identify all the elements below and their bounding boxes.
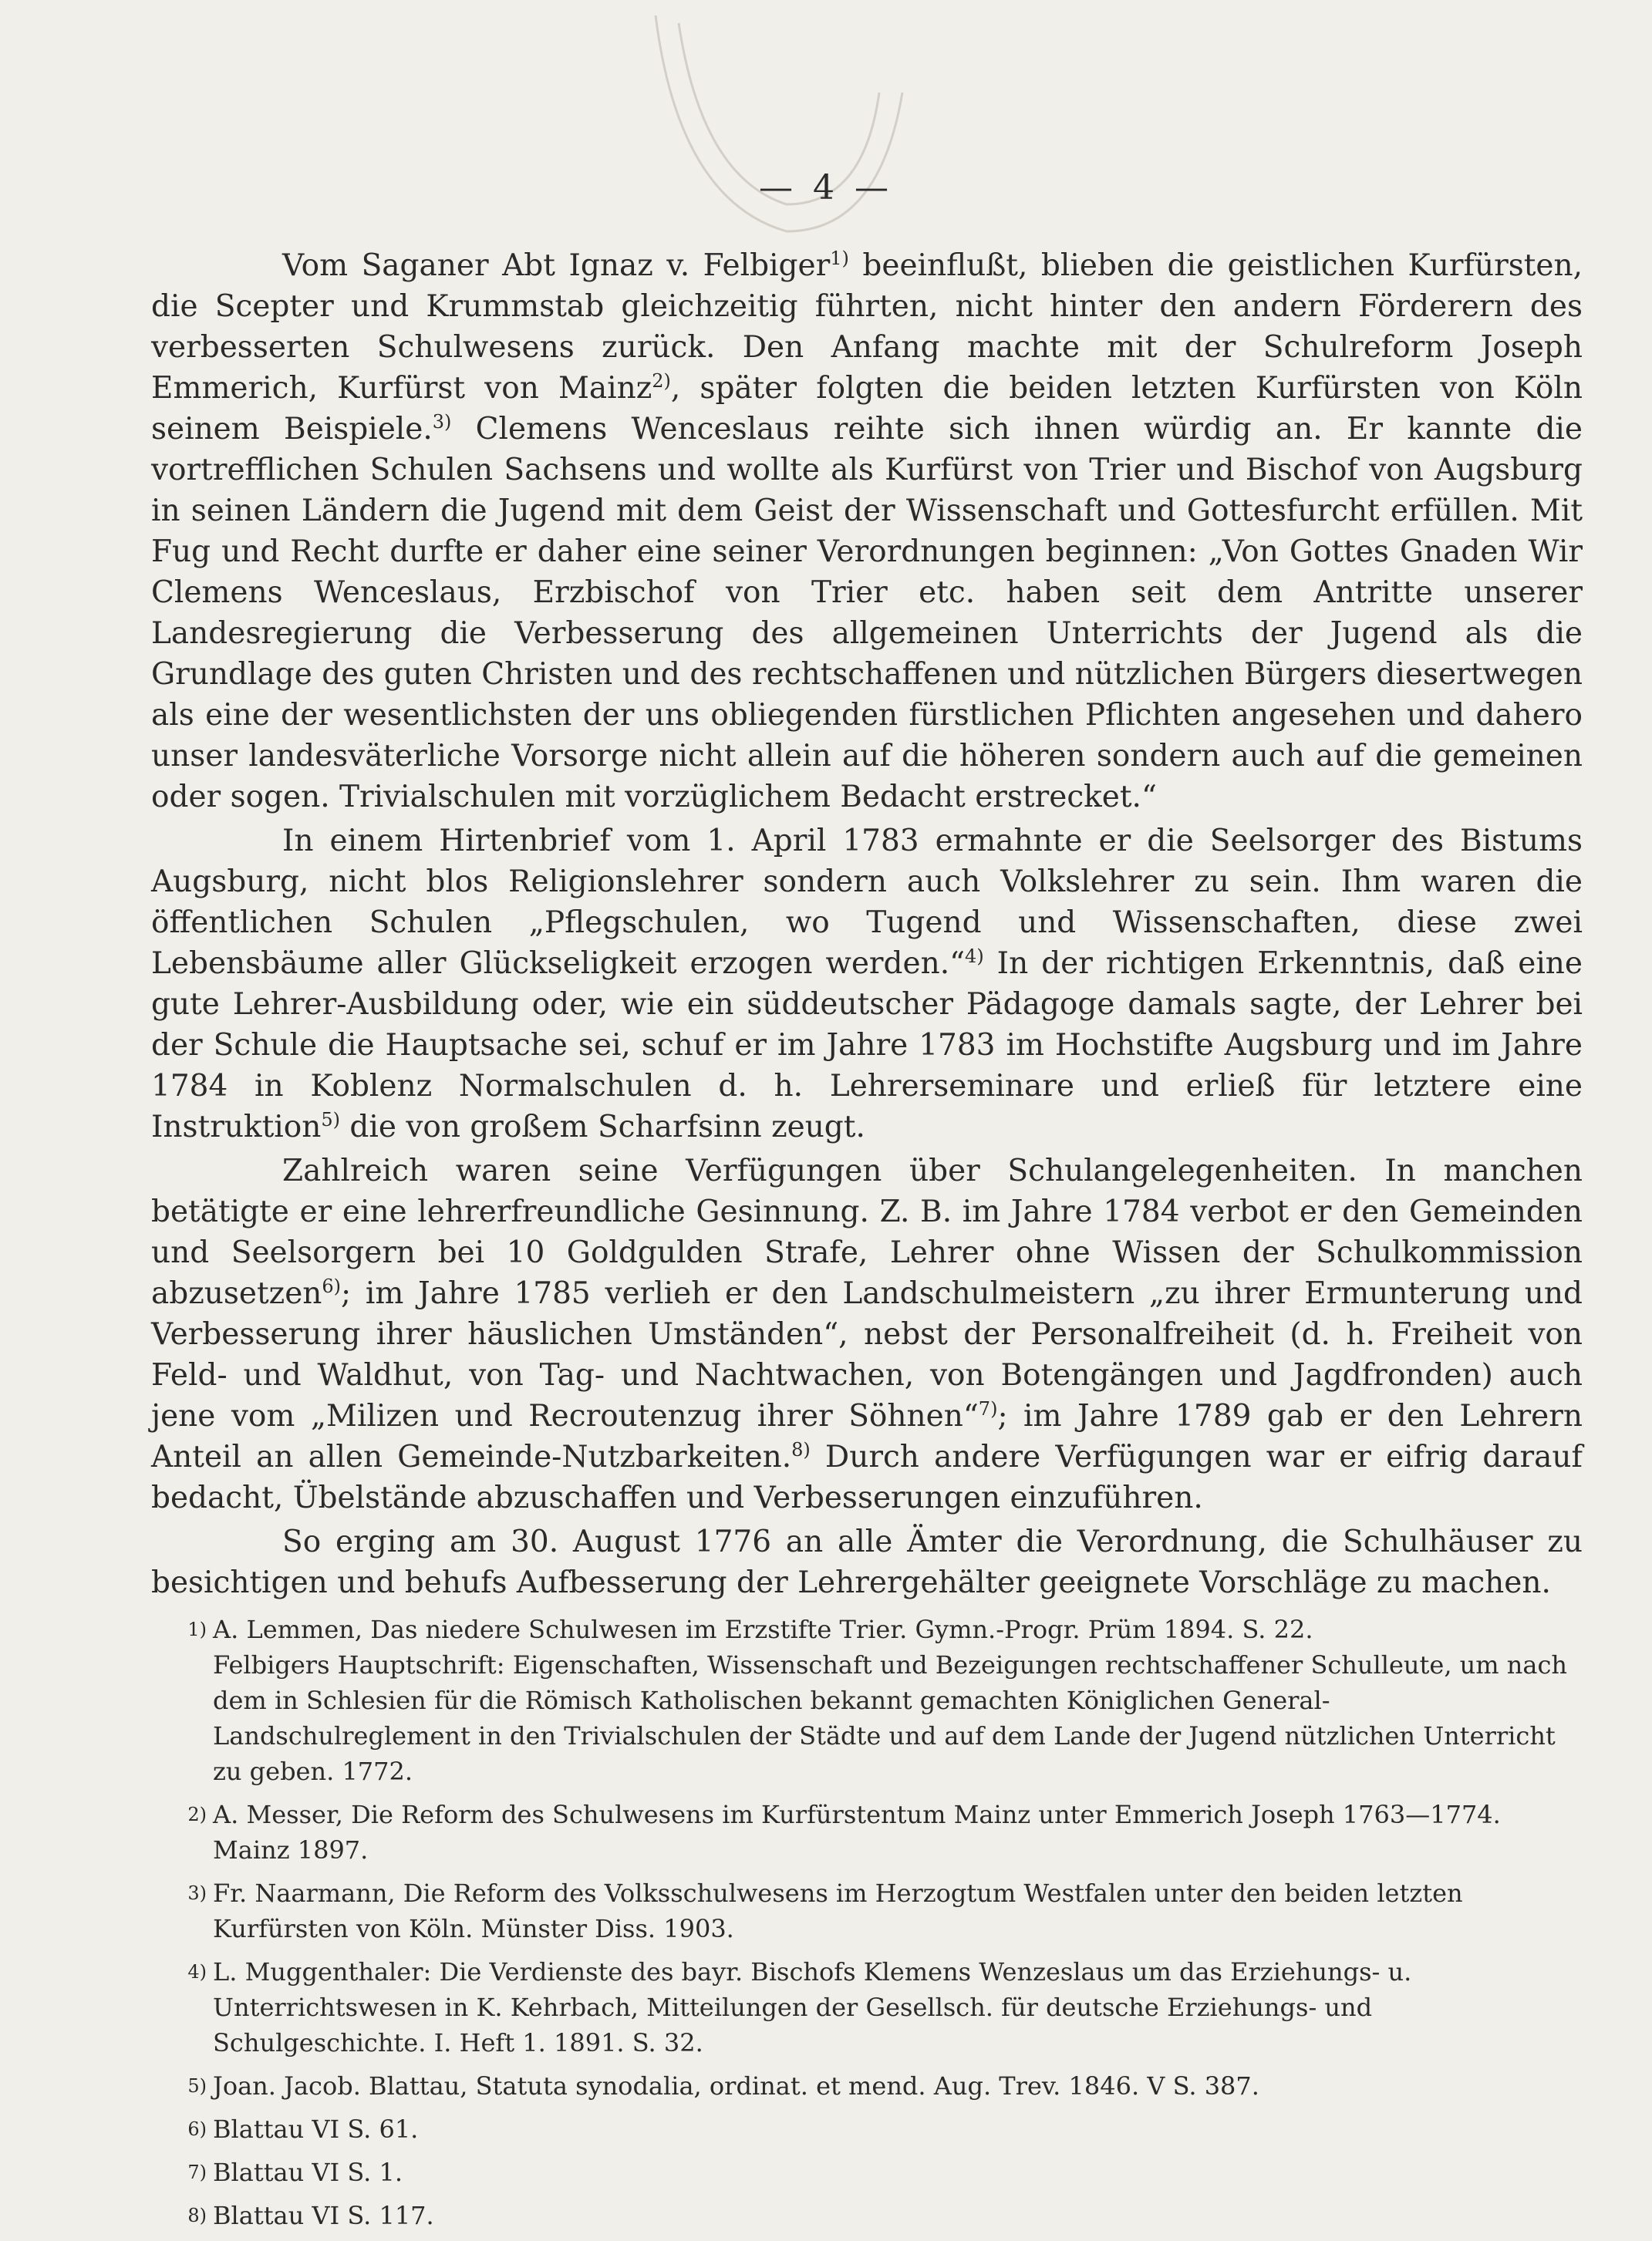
footnote-line: A. Lemmen, Das niedere Schulwesen im Erzstifte Trier. Gymn.-Progr. Prüm 1894. S. 22. bbox=[213, 1615, 1313, 1644]
footnote-text bbox=[213, 2111, 1583, 2147]
footnote bbox=[151, 2155, 1583, 2190]
text-run: beeinflußt, blieben die geistlichen Kurfürsten, die Scepter und Krummstab gleichzeitig führten, nicht hinter den andern Förderern des verbesserten Schulwesens zurück. Den Anfang machte mit der Schulreform Joseph Emmerich, Kurfürst von Mainz bbox=[151, 248, 1583, 406]
footnote-number: 2) bbox=[187, 1804, 207, 1825]
footnote-line: Blattau VI S. 61. bbox=[213, 2115, 419, 2144]
footnote-line: Blattau VI S. 1. bbox=[213, 2158, 403, 2187]
footnote bbox=[151, 2111, 1583, 2147]
footnote bbox=[151, 1797, 1583, 1868]
footnote-line: L. Muggenthaler: Die Verdienste des bayr. Bischofs Klemens Wenzeslaus um das Erziehungs- u. Unterrichtswesen in K. Kehrbach, Mitteilungen der Gesellsch. für deutsche Erziehungs- und Schulgeschichte. I. Heft 1. 1891. S. 32. bbox=[213, 1957, 1412, 2057]
text-run: Zahlreich waren seine Verfügungen über Schulangelegenheiten. In manchen betätigte er eine lehrerfreundliche Gesinnung. Z. B. im Jahre 1784 verbot er den Gemeinden und Seelsorgern bei 10 Goldgulden Strafe, Lehrer ohne Wissen der Schulkommission abzusetzen bbox=[151, 1154, 1583, 1311]
footnote-text bbox=[213, 2155, 1583, 2190]
text-run: ; im Jahre 1785 verlieh er den Landschulmeistern „zu ihrer Ermunterung und Verbesserung ihrer häuslichen Umständen“, nebst der Personalfreiheit (d. h. Freiheit von Feld- und Waldhut, von Tag- und Nachtwachen, von Botengängen und Jagdfronden) auch jene vom „Milizen und Recroutenzug ihrer Söhnen“ bbox=[151, 1276, 1583, 1434]
paragraph bbox=[151, 1151, 1583, 1518]
footnote-ref: 5) bbox=[321, 1109, 340, 1131]
text-run: In der richtigen Erkenntnis, daß eine gute Lehrer-Ausbildung oder, wie ein süddeutscher Pädagoge damals sagte, der Lehrer bei der Schule die Hauptsache sei, schuf er im Jahre 1783 im Hochstifte Augsburg und im Jahre 1784 in Koblenz Normalschulen d. h. Lehrerseminare und erließ für letztere eine Instruktion bbox=[151, 946, 1583, 1144]
footnote-line: Blattau VI S. 117. bbox=[213, 2201, 434, 2230]
footnote-number: 8) bbox=[187, 2205, 207, 2226]
footnote-number: 5) bbox=[187, 2075, 207, 2097]
library-stamp bbox=[632, 0, 910, 254]
paragraph bbox=[151, 821, 1583, 1147]
footnote bbox=[151, 2198, 1583, 2233]
footnote-text bbox=[213, 2198, 1583, 2233]
footnote-text bbox=[213, 1954, 1583, 2061]
footnote bbox=[151, 2068, 1583, 2104]
footnote-ref: 1) bbox=[830, 248, 849, 269]
footnote-ref: 4) bbox=[965, 945, 984, 967]
text-run: die von großem Scharfsinn zeugt. bbox=[340, 1110, 865, 1144]
main-text bbox=[151, 245, 1583, 1603]
footnote-ref: 3) bbox=[432, 411, 452, 433]
text-run: Durch andere Verfügungen war er eifrig darauf bedacht, Übelstände abzuschaffen und Verbesserungen einzuführen. bbox=[151, 1440, 1583, 1515]
footnote-line: Joan. Jacob. Blattau, Statuta synodalia, ordinat. et mend. Aug. Trev. 1846. V S. 387. bbox=[213, 2071, 1259, 2101]
footnote-line: Felbigers Hauptschrift: Eigenschaften, Wissenschaft und Bezeigungen rechtschaffener Schulleute, um nach dem in Schlesien für die Römisch Katholischen bekannt gemachten Königlichen General-Landschulreglement in den Trivialschulen der Städte und auf dem Lande der Jugend nützlichen Unterricht zu geben. 1772. bbox=[213, 1650, 1568, 1786]
footnote-number: 4) bbox=[187, 1961, 207, 1983]
page-number: — 4 — bbox=[759, 168, 893, 207]
footnote bbox=[151, 1954, 1583, 2061]
footnote-number: 1) bbox=[187, 1619, 207, 1640]
text-run: Clemens Wenceslaus reihte sich ihnen würdig an. Er kannte die vortrefflichen Schulen Sachsens und wollte als Kurfürst von Trier und Bischof von Augsburg in seinen Ländern die Jugend mit dem Geist der Wissenschaft und Gottesfurcht erfüllen. Mit Fug und Recht durfte er daher eine seiner Verordnungen beginnen: „Von Gottes Gnaden Wir Clemens Wenceslaus, Erzbischof von Trier etc. haben seit dem Antritte unserer Landesregierung die Verbesserung des allgemeinen Unterrichts der Jugend als die Grundlage des guten Christen und des rechtschaffenen und nützlichen Bürgers diesertwegen als eine der wesentlichsten der uns obliegenden fürstlichen Pflichten angesehen und dahero unser landesväterliche Vorsorge nicht allein auf die höheren sondern auch auf die gemeinen oder sogen. Trivialschulen mit vorzüglichem Bedacht erstrecket.“ bbox=[151, 412, 1583, 814]
footnote-ref: 2) bbox=[652, 370, 671, 392]
footnote-ref: 8) bbox=[791, 1439, 811, 1461]
footnote-number: 7) bbox=[187, 2162, 207, 2183]
footnote bbox=[151, 1875, 1583, 1946]
footnote-ref: 6) bbox=[322, 1276, 342, 1297]
footnote-text bbox=[213, 1875, 1583, 1946]
footnote-text bbox=[213, 1797, 1583, 1868]
footnote-text bbox=[213, 2068, 1583, 2104]
text-run: In einem Hirtenbrief vom 1. April 1783 ermahnte er die Seelsorger des Bistums Augsburg, nicht blos Religionslehrer sondern auch Volkslehrer zu sein. Ihm waren die öffentlichen Schulen „Pflegschulen, wo Tugend und Wissenschaften, diese zwei Lebensbäume aller Glückseligkeit erzogen werden.“ bbox=[151, 824, 1583, 981]
text-run: So erging am 30. August 1776 an alle Ämter die Verordnung, die Schulhäuser zu besichtigen und behufs Aufbesserung der Lehrergehälter geeignete Vorschläge zu machen. bbox=[151, 1525, 1583, 1600]
paragraph bbox=[151, 1522, 1583, 1603]
paragraph bbox=[151, 245, 1583, 817]
footnote-number: 6) bbox=[187, 2118, 207, 2140]
footnote bbox=[151, 1612, 1583, 1789]
footnote-line: Fr. Naarmann, Die Reform des Volksschulwesens im Herzogtum Westfalen unter den beiden letzten Kurfürsten von Köln. Münster Diss. 1903. bbox=[213, 1879, 1463, 1943]
footnote-ref: 7) bbox=[978, 1398, 998, 1420]
footnote-text bbox=[213, 1612, 1583, 1789]
footnote-line: A. Messer, Die Reform des Schulwesens im Kurfürstentum Mainz unter Emmerich Joseph 1763—1774. Mainz 1897. bbox=[213, 1800, 1501, 1865]
text-run: ; im Jahre 1789 gab er den Lehrern Anteil an allen Gemeinde-Nutzbarkeiten. bbox=[151, 1399, 1583, 1474]
text-run: Vom Saganer Abt Ignaz v. Felbiger bbox=[282, 248, 831, 283]
footnotes bbox=[151, 1612, 1583, 2241]
footnote-number: 3) bbox=[187, 1882, 207, 1904]
text-run: , später folgten die beiden letzten Kurfürsten von Köln seinem Beispiele. bbox=[151, 371, 1583, 447]
